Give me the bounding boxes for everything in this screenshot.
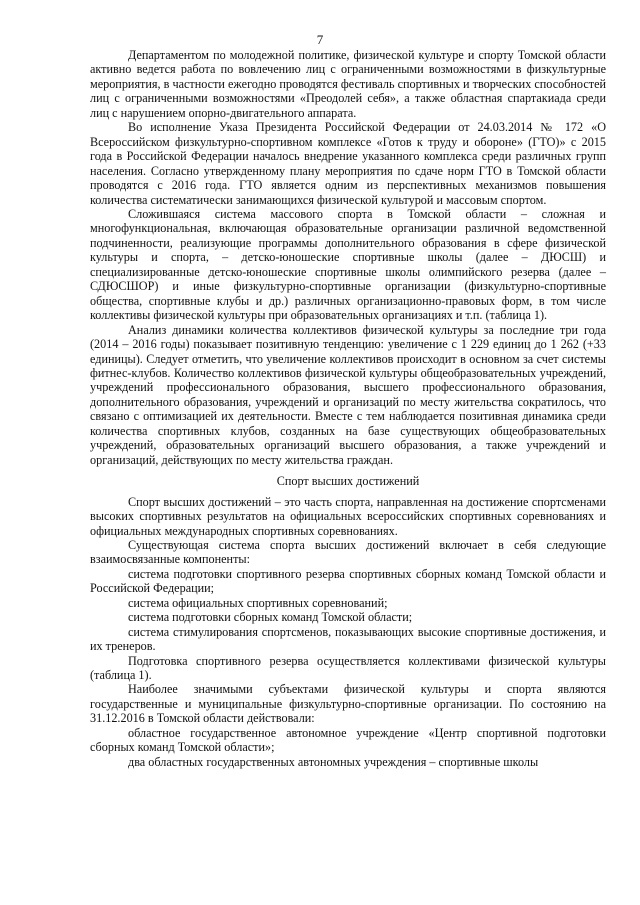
list-item-sport-schools: два областных государственных автономных учреждения – спортивные школы	[128, 754, 539, 769]
list-item-team-training: система подготовки сборных команд Томской области;	[128, 610, 413, 625]
document-body	[90, 48, 606, 769]
list-item-official-competitions: система официальных спортивных соревнований;	[128, 595, 388, 610]
paragraph-key-subjects: Наиболее значимыми субъектами физической культуры и спорта являются государственные и муниципальные физкультурно-спортивные организации. По состоянию на 31.12.2016 в Томской области действовали:	[90, 682, 606, 726]
paragraph-disabled-sports: Департаментом по молодежной политике, физической культуре и спорту Томской области активно ведется работа по вовлечению лиц с ограниченными возможностями в физкультурные мероприятия, в частности ежегодно проводятся фестиваль спортивных и творческих способностей лиц с ограниченными возможностями «Преодолей себя», а также областная спартакиада среди лиц с нарушением опорно-двигательного аппарата.	[90, 48, 606, 120]
paragraph-gto-decree: Во исполнение Указа Президента Российской Федерации от 24.03.2014 № 172 «О Всероссийском физкультурно-спортивном комплексе «Готов к труду и обороне» (ГТО)» с 2015 года в Российской Федерации началось внедрение указанного комплекса среди различных групп населения. Согласно утвержденному плану мероприятия по сдаче норм ГТО в Томской области проводятся с 2016 года. ГТО является одним из перспективных механизмов повышения количества систематически занимающихся физической культурой и массовым спортом.	[90, 120, 606, 207]
list-item-training-center: областное государственное автономное учреждение «Центр спортивной подготовки сборных команд Томской области»;	[90, 725, 606, 755]
paragraph-collectives-dynamics: Анализ динамики количества коллективов физической культуры за последние три года (2014 – 2016 годы) показывает позитивную тенденцию: увеличение с 1 229 единиц до 1 262 (+33 единицы). Следует отметить, что увеличение коллективов происходит в основном за счет системы фитнес-клубов. Количество коллективов физической культуры общеобразовательных учреждений, учреждений профессионального образования, высшего профессионального образования, дополнительного образования, учреждений и организаций по месту жительства сократилось, что связано с оптимизацией их деятельности. Вместе с тем наблюдается позитивная динамика среди количества спортивных клубов, созданных на базе существующих общеобразовательных учреждений, образовательных организаций высшего образования, а также учреждений и организаций, действующих по месту жительства граждан.	[90, 322, 606, 467]
paragraph-elite-sport-definition: Спорт высших достижений – это часть спорта, направленная на достижение спортсменами высоких спортивных результатов на официальных всероссийских спортивных соревнованиях и официальных международных спортивных соревнованиях.	[90, 494, 606, 538]
paragraph-mass-sport-system: Сложившаяся система массового спорта в Томской области – сложная и многофункциональная, включающая образовательные организации различной ведомственной подчиненности, реализующие программы дополнительного образования в сфере физической культуры и спорта, – детско-юношеские спортивные школы (далее – ДЮСШ) и специализированные детско-юношеские спортивные школы олимпийского резерва (далее – СДЮСШОР) и иные физкультурно-спортивные организации (физкультурно-спортивные общества, спортивные клубы и др.) различных организационно-правовых форм, в том числе коллективы физической культуры при образовательных организациях и т.п. (таблица 1).	[90, 206, 606, 323]
paragraph-components-intro: Существующая система спорта высших достижений включает в себя следующие взаимосвязанные компоненты:	[90, 537, 606, 567]
page-number: 7	[316, 32, 324, 47]
section-heading: Спорт высших достижений	[276, 474, 420, 489]
paragraph-reserve-training: Подготовка спортивного резерва осуществляется коллективами физической культуры (таблица 1).	[90, 653, 606, 683]
list-item-reserve-training: система подготовки спортивного резерва спортивных сборных команд Томской области и Российской Федерации;	[90, 566, 606, 596]
list-item-incentives: система стимулирования спортсменов, показывающих высокие спортивные достижения, и их тренеров.	[90, 624, 606, 654]
